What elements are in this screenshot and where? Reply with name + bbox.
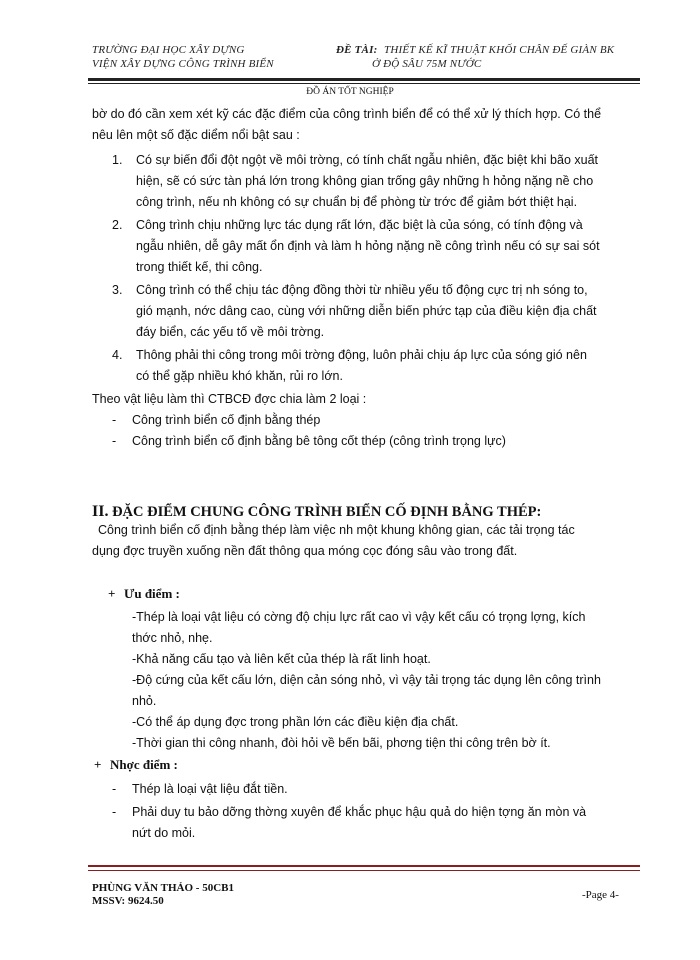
header-rule-thin <box>88 83 640 84</box>
institute-name: VIỆN XÂY DỰNG CÔNG TRÌNH BIỂN <box>92 58 274 70</box>
disadvantage-line: Phải duy tu bảo dỡng thờng xuyên để khắc phục hậu quả do hiện tợng ăn mòn và <box>132 805 587 819</box>
list-number: 2. <box>112 218 123 232</box>
section-title: ĐẶC ĐIỂM CHUNG CÔNG TRÌNH BIỂN CỐ ĐỊNH BẰNG THÉP: <box>112 504 542 520</box>
header-rule-thick <box>88 78 640 81</box>
advantage-line: nhỏ. <box>132 694 157 708</box>
list-number: 3. <box>112 283 123 297</box>
list-item-line: Có sự biến đổi đột ngột về môi trờng, có tính chất ngẫu nhiên, đặc biệt khi bão xuất <box>136 153 598 167</box>
list-item-line: Thông phải thi công trong môi trờng động, luôn phải chịu áp lực của sóng gió nên <box>136 348 587 362</box>
school-name: TRƯỜNG ĐẠI HỌC XÂY DỰNG <box>92 44 245 56</box>
list-number: 1. <box>112 153 123 167</box>
section-heading <box>92 503 541 521</box>
dash-marker: - <box>112 413 117 427</box>
list-item-line: Công trình chịu những lực tác dụng rất lớn, đặc biệt là của sóng, có tính động và <box>136 218 583 232</box>
footer-rule-red-thin <box>88 870 640 871</box>
advantage-line: -Khả năng cấu tạo và liên kết của thép là rất linh hoạt. <box>132 652 431 666</box>
advantage-line: thớc nhỏ, nhẹ. <box>132 631 213 645</box>
intro-line: nêu lên một số đặc diểm nổi bật sau : <box>92 128 300 142</box>
list-item-line: công trình, nếu nh không có sự chuẩn bị để phòng từ trớc để giảm bớt thiệt hại. <box>136 195 578 209</box>
list-number: 4. <box>112 348 123 362</box>
topic-label: ĐỀ TÀI: <box>336 44 378 56</box>
list-item-line: đáy biển, các yếu tố về môi trờng. <box>136 325 325 339</box>
plus-bullet: + <box>108 586 116 601</box>
advantage-line: -Có thể áp dụng đợc trong phần lớn các điều kiện địa chất. <box>132 715 459 729</box>
student-id: MSSV: 9624.50 <box>92 895 164 907</box>
list-item-line: hiện, sẽ có sức tàn phá lớn trong không gian trống gây những h hỏng nặng nề cho <box>136 174 594 188</box>
section-paragraph-line: Công trình biển cố định bằng thép làm việc nh một khung không gian, các tải trọng tác <box>98 523 575 537</box>
dash-marker: - <box>112 805 117 819</box>
list-item-line: ngẫu nhiên, dễ gây mất ổn định và làm h hỏng nặng nề công trình nếu có sự sai sót <box>136 239 600 253</box>
list-item-line: có thể gặp nhiều khó khăn, rủi ro lớn. <box>136 369 343 383</box>
list-item-line: gió mạnh, nớc dâng cao, cùng với những diễn biến phức tạp của điều kiện địa chất <box>136 304 597 318</box>
material-item: Công trình biển cố định bằng thép <box>132 413 321 427</box>
list-item-line: trong thiết kế, thi công. <box>136 260 263 274</box>
page-number: -Page 4- <box>582 889 619 901</box>
topic-title: THIẾT KẾ KĨ THUẬT KHỐI CHÂN ĐẾ GIÀN BK <box>384 44 615 56</box>
advantage-line: -Độ cứng của kết cấu lớn, diện cản sóng nhỏ, vì vậy tải trọng tác dụng lên công trình <box>132 673 601 687</box>
dash-marker: - <box>112 782 117 796</box>
advantage-line: -Thời gian thi công nhanh, đòi hỏi về bến bãi, phơng tiện thi công trên bờ ít. <box>132 736 551 750</box>
advantages-title: Ưu điểm : <box>124 586 180 601</box>
disadvantage-line: Thép là loại vật liệu đắt tiền. <box>132 782 288 796</box>
material-intro: Theo vật liệu làm thì CTBCĐ đợc chia làm 2 loại : <box>92 392 367 406</box>
section-number: II. <box>92 503 109 520</box>
section-paragraph-line: dụng đợc truyền xuống nền đất thông qua móng cọc đóng sâu vào trong đất. <box>92 544 518 558</box>
topic-depth: Ở ĐỘ SÂU 75M NƯỚC <box>372 58 482 70</box>
advantage-line: -Thép là loại vật liệu có cờng độ chịu lực rất cao vì vậy kết cấu có trọng lợng, kích <box>132 610 586 624</box>
list-item-line: Công trình có thể chịu tác động đồng thời từ nhiều yếu tố động cực trị nh sóng to, <box>136 283 588 297</box>
intro-line: bờ do đó cần xem xét kỹ các đặc điểm của công trình biển để có thể xử lý thích hợp. Có thể <box>92 107 602 121</box>
disadvantages-title: Nhợc điểm : <box>110 757 178 772</box>
dash-marker: - <box>112 434 117 448</box>
disadvantage-line: nứt do mỏi. <box>132 826 196 840</box>
author-name: PHÙNG VĂN THẢO - 50CB1 <box>92 882 234 894</box>
material-item: Công trình biển cố định bằng bê tông cốt thép (công trình trọng lực) <box>132 434 506 448</box>
footer-rule-red <box>88 865 640 867</box>
doc-title: ĐỒ ÁN TỐT NGHIỆP <box>306 87 394 97</box>
plus-bullet: + <box>94 757 102 772</box>
